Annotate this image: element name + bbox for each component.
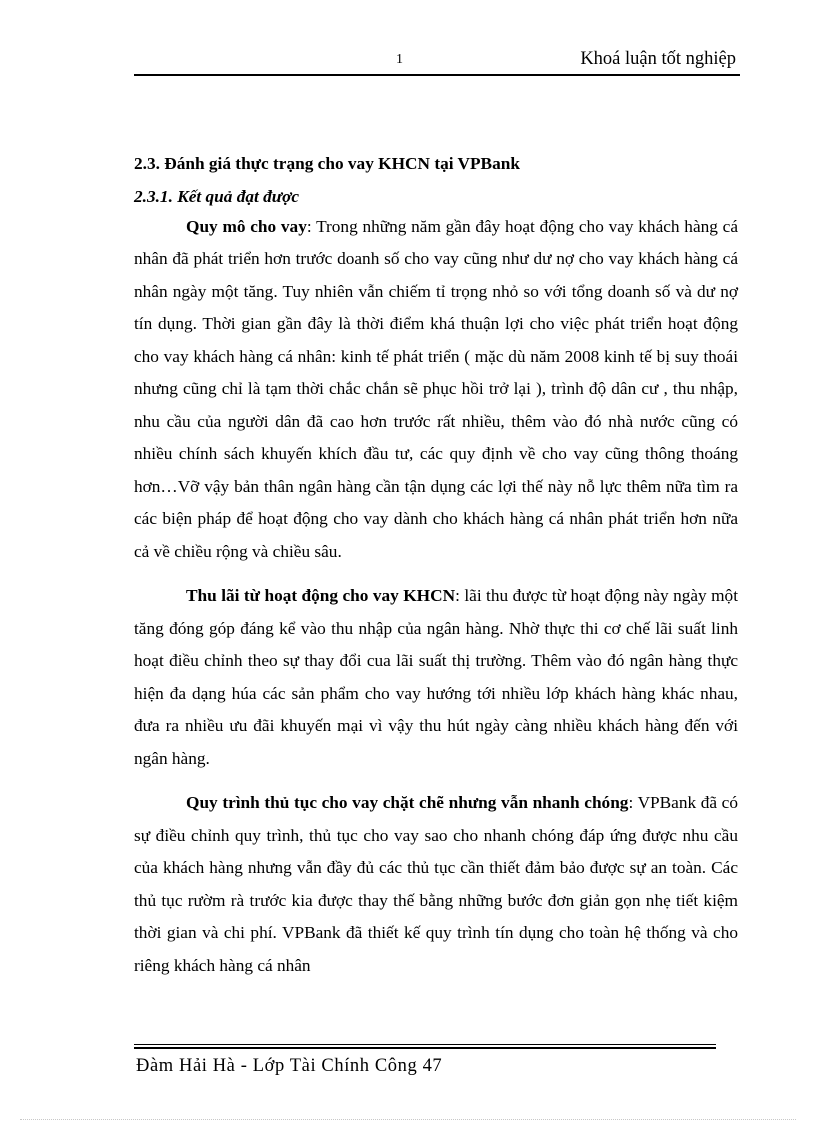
paragraph-loan-procedure (134, 787, 738, 982)
page-header (134, 46, 740, 76)
subsection-heading: 2.3.1. Kết quả đạt được (134, 186, 300, 206)
paragraph-lead: Quy trình thủ tục cho vay chặt chẽ nhưng vẫn nhanh chóng (186, 793, 629, 812)
section-heading: 2.3. Đánh giá thực trạng cho vay KHCN tại VPBank (134, 154, 520, 173)
header-title: Khoá luận tốt nghiệp (580, 49, 736, 69)
paragraph-text: : VPBank đã có sự điều chỉnh quy trình, thủ tục cho vay sao cho nhanh chóng đáp ứng được nhu cầu của khách hàng nhưng vẫn đầy đủ các thủ tục cần thiết đảm bảo được sự an toàn. Các thủ tục rườm rà trước kia được thay thế bằng những bước đơn giản gọn nhẹ tiết kiệm thời gian và chi phí. VPBank đã thiết kế quy trình tín dụng cho toàn hệ thống và cho riêng khách hàng cá nhân (134, 793, 738, 975)
paragraph-text: : lãi thu được từ hoạt động này ngày một tăng đóng góp đáng kể vào thu nhập của ngân hàng. Nhờ thực thi cơ chế lãi suất linh hoạt điều chỉnh theo sự thay đổi cua lãi suất thị trường. Thêm vào đó ngân hàng thực hiện đa dạng húa các sản phẩm cho vay hướng tới nhiều lớp khách hàng khác nhau, đưa ra nhiều ưu đãi khuyến mại vì vậy thu hút ngày càng nhiều khách hàng đến với ngân hàng. (134, 586, 739, 768)
paragraph-lead: Quy mô cho vay (186, 216, 307, 236)
paragraph-interest-income (134, 580, 738, 775)
footer-author: Đàm Hải Hà - Lớp Tài Chính Công 47 (136, 1056, 443, 1076)
paragraph-loan-scale (134, 211, 738, 569)
page-number: 1 (396, 52, 403, 67)
footer-divider-thick (134, 1047, 716, 1049)
paragraph-text: : Trong những năm gần đây hoạt động cho vay khách hàng cá nhân đã phát triển hơn trước doanh số cho vay cũng như dư nợ cho vay khách hàng cá nhân ngày một tăng. Tuy nhiên vẫn chiếm tỉ trọng nhỏ so với tổng doanh số và dư nợ tín dụng. Thời gian gần đây là thời điểm khá thuận lợi cho việc phát triển hoạt động cho vay khách hàng cá nhân: kinh tế phát triển ( mặc dù năm 2008 kinh tế bị suy thoái nhưng cũng chỉ là tạm thời chắc chắn sẽ phục hồi trở lại ), trình độ dân cư , thu nhập, nhu cầu của người dân đã cao hơn trước rất nhiều, thêm vào đó nhà nước cũng có nhiều chính sách khuyến khích đầu tư, các quy định về cho vay cũng thông thoáng hơn…Vỡ vậy bản thân ngân hàng cần tận dụng các lợi thế này nỗ lực thêm nữa tìm ra các biện pháp để hoạt động cho vay dành cho khách hàng cá nhân phát triển hơn nữa cả về chiều rộng và chiều sâu. (134, 216, 738, 561)
footer-divider (134, 1044, 716, 1045)
page-edge (20, 1119, 796, 1120)
document-body (134, 148, 738, 982)
paragraph-lead: Thu lãi từ hoạt động cho vay KHCN (186, 586, 456, 605)
